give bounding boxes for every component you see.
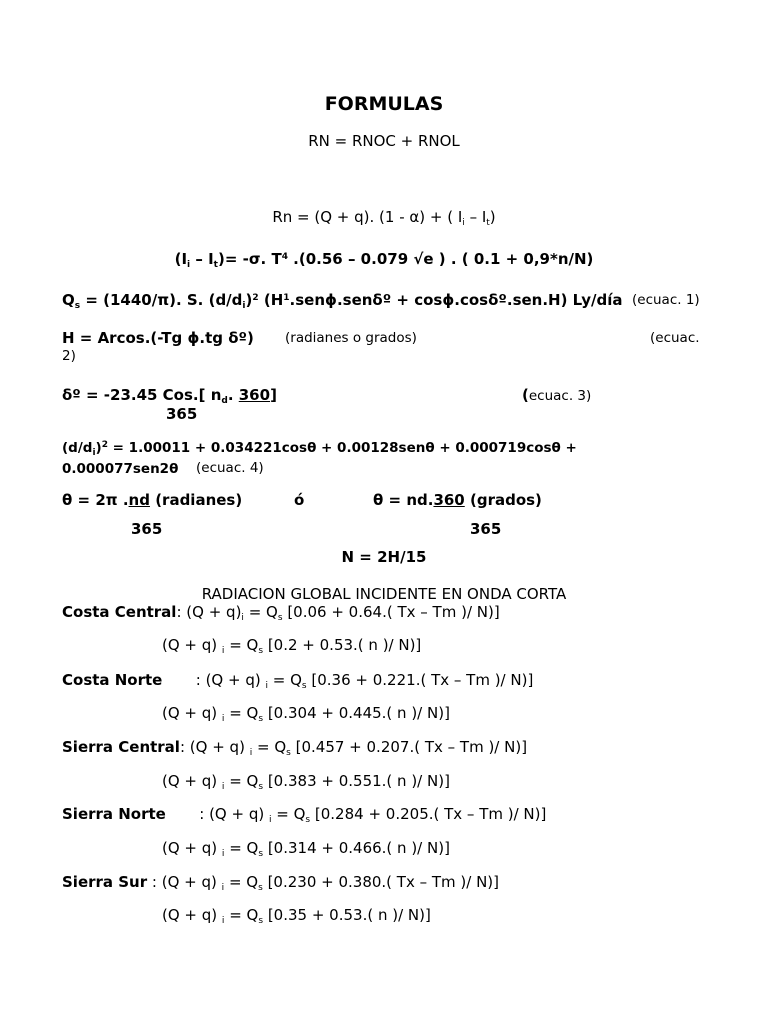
region-name: Sierra Sur	[62, 873, 148, 891]
theta-or: ó	[294, 491, 305, 509]
region-name: Costa Central	[62, 603, 177, 621]
ii-tail: .(0.56 – 0.079 √e ) . ( 0.1 + 0,9*n/N)	[287, 250, 594, 268]
eq-pre: (Q + q)	[162, 636, 222, 654]
region-name: Sierra Norte	[62, 805, 166, 823]
delta-note-paren: (	[522, 386, 529, 404]
qs-part2: )	[245, 291, 253, 309]
eq-post: = Q	[243, 603, 278, 621]
region-sep: :	[162, 671, 201, 689]
ii-rest: )= -σ. T	[217, 250, 282, 268]
theta-grad: (grados)	[464, 491, 542, 509]
eq-sub: i	[221, 782, 225, 792]
eq-sub: i	[221, 849, 225, 859]
eq-post: = Q	[224, 704, 259, 722]
eq-qs-sub: s	[258, 916, 264, 926]
delta-equation	[62, 386, 277, 404]
dd-b: )	[95, 440, 102, 456]
h-note-a: (ecuac.	[650, 330, 700, 346]
ii-mid: – I	[190, 250, 214, 268]
daylength-equation: N = 2H/15	[341, 548, 427, 566]
eq-sub: i	[265, 681, 268, 691]
qs-sub-i: i	[242, 301, 246, 311]
region-equation	[62, 671, 533, 689]
eq-tail: [0.36 + 0.221.( Tx – Tm )/ N)]	[306, 671, 534, 689]
qs-part4: .senϕ.senδº + cosϕ.cosδº.sen.H) Ly/día	[289, 291, 623, 309]
distance-factor-equation	[62, 440, 577, 456]
region-name: Costa Norte	[62, 671, 163, 689]
qs-equation-note: (ecuac. 1)	[632, 292, 700, 308]
theta-rad: (radianes)	[149, 491, 243, 509]
qs-part1: = (1440/π). S. (d/d	[80, 291, 243, 309]
eq-qs-sub: s	[258, 883, 263, 893]
dd-sub: i	[92, 448, 96, 458]
eq-pre: (Q + q)	[200, 671, 266, 689]
region-equation-2	[162, 906, 431, 924]
region-equation	[62, 873, 499, 891]
rn-sub-t: t	[486, 218, 490, 228]
ii-sub-i: i	[187, 260, 191, 270]
dd-a: (d/d	[62, 440, 93, 456]
eq-pre: (Q + q)	[181, 603, 242, 621]
eq-post: = Q	[268, 671, 302, 689]
rn-eq-text: Rn = (Q + q). (1 - α) + ( I	[272, 208, 463, 226]
eq-qs-sub: s	[305, 815, 311, 825]
eq-sub: i	[221, 646, 225, 656]
eq-post: = Q	[224, 839, 259, 857]
eq-sub: i	[241, 613, 244, 623]
dd-c: = 1.00011 + 0.034221cosθ + 0.00128senθ + 0.000719cosθ +	[107, 440, 577, 456]
eq-post: = Q	[224, 873, 259, 891]
theta-a: θ = 2π .	[62, 491, 129, 509]
ii-sub-t: t	[213, 260, 218, 270]
eq-post: = Q	[224, 772, 259, 790]
ii-open: (I	[174, 250, 188, 268]
theta-nd: nd	[128, 491, 150, 509]
eq-pre: (Q + q)	[156, 873, 222, 891]
theta-b: θ = nd.	[373, 491, 434, 509]
theta-degrees-equation	[373, 491, 542, 509]
qs-q: Q	[62, 291, 75, 309]
distance-factor-note: (ecuac. 4)	[196, 460, 264, 476]
eq-pre: (Q + q)	[162, 839, 222, 857]
eq-tail: [0.284 + 0.205.( Tx – Tm )/ N)]	[310, 805, 547, 823]
delta-numerator: 360	[238, 386, 271, 404]
eq-tail: [0.383 + 0.551.( n )/ N)]	[263, 772, 450, 790]
eq-qs-sub: s	[286, 748, 291, 758]
theta-denominator-1: 365	[131, 520, 163, 538]
eq-sub: i	[221, 916, 225, 926]
qs-sub: s	[74, 301, 81, 311]
distance-factor-line2: 0.000077sen2θ	[62, 461, 179, 477]
qs-sup1: 1	[283, 293, 290, 303]
region-equation-2	[162, 704, 450, 722]
delta-sub: d	[221, 396, 228, 406]
qs-part3: (H	[258, 291, 284, 309]
region-equation-2	[162, 839, 450, 857]
delta-b: .	[227, 386, 239, 404]
h-note-b: 2)	[62, 348, 76, 364]
rn-sub-i: i	[462, 218, 465, 228]
delta-note-text: ecuac. 3)	[528, 388, 592, 404]
eq-sub: i	[249, 748, 253, 758]
region-equation-2	[162, 772, 450, 790]
eq-qs-sub: s	[301, 681, 307, 691]
delta-denominator: 365	[166, 405, 198, 423]
eq-sub: i	[268, 815, 272, 825]
eq-qs-sub: s	[258, 714, 264, 724]
qs-equation	[62, 291, 622, 309]
eq-sub: i	[221, 883, 225, 893]
theta-denominator-2: 365	[470, 520, 502, 538]
eq-post: = Q	[224, 636, 259, 654]
region-sep: :	[165, 805, 205, 823]
region-name: Sierra Central	[62, 738, 180, 756]
eq-tail: [0.314 + 0.466.( n )/ N)]	[263, 839, 450, 857]
section-title: RADIACION GLOBAL INCIDENTE EN ONDA CORTA	[201, 585, 567, 603]
region-sep: :	[147, 873, 157, 891]
h-equation: H = Arcos.(-Tg ϕ.tg δº)	[62, 329, 254, 347]
rn-equation	[0, 208, 768, 226]
h-units: (radianes o grados)	[285, 330, 417, 346]
eq-tail: [0.304 + 0.445.( n )/ N)]	[263, 704, 450, 722]
eq-tail: [0.2 + 0.53.( n )/ N)]	[263, 636, 422, 654]
region-equation-2	[162, 636, 421, 654]
eq-pre: (Q + q)	[162, 772, 222, 790]
eq-tail: [0.06 + 0.64.( Tx – Tm )/ N)]	[282, 603, 500, 621]
delta-a: δº = -23.45 Cos.[ n	[62, 386, 222, 404]
eq-tail: [0.230 + 0.380.( Tx – Tm )/ N)]	[262, 873, 500, 891]
rn-end: )	[489, 208, 496, 226]
qs-sup2: 2	[252, 293, 259, 303]
theta-numerator: 360	[433, 491, 465, 509]
eq-post: = Q	[252, 738, 287, 756]
eq-pre: (Q + q)	[204, 805, 269, 823]
region-equation	[62, 603, 500, 621]
region-equation	[62, 738, 527, 756]
delta-note	[522, 386, 591, 404]
eq-post: = Q	[271, 805, 306, 823]
page-title: FORMULAS	[324, 93, 444, 115]
eq-tail: [0.35 + 0.53.( n )/ N)]	[263, 906, 431, 924]
eq-pre: (Q + q)	[185, 738, 250, 756]
eq-qs-sub: s	[258, 646, 264, 656]
region-equation	[62, 805, 546, 823]
rn-mid: – I	[464, 208, 487, 226]
dd-sup: 2	[101, 440, 108, 450]
eq-pre: (Q + q)	[162, 704, 222, 722]
longwave-equation	[0, 250, 768, 268]
eq-sub: i	[221, 714, 225, 724]
region-sep: :	[176, 603, 182, 621]
rn-total-equation: RN = RNOC + RNOL	[308, 132, 460, 150]
eq-pre: (Q + q)	[162, 906, 222, 924]
eq-tail: [0.457 + 0.207.( Tx – Tm )/ N)]	[290, 738, 528, 756]
eq-qs-sub: s	[258, 849, 264, 859]
eq-qs-sub: s	[277, 613, 283, 623]
region-sep: :	[179, 738, 186, 756]
theta-radians-equation	[62, 491, 242, 509]
eq-qs-sub: s	[258, 782, 264, 792]
delta-c: ]	[270, 386, 277, 404]
ii-sup: 4	[281, 252, 288, 262]
eq-post: = Q	[224, 906, 259, 924]
